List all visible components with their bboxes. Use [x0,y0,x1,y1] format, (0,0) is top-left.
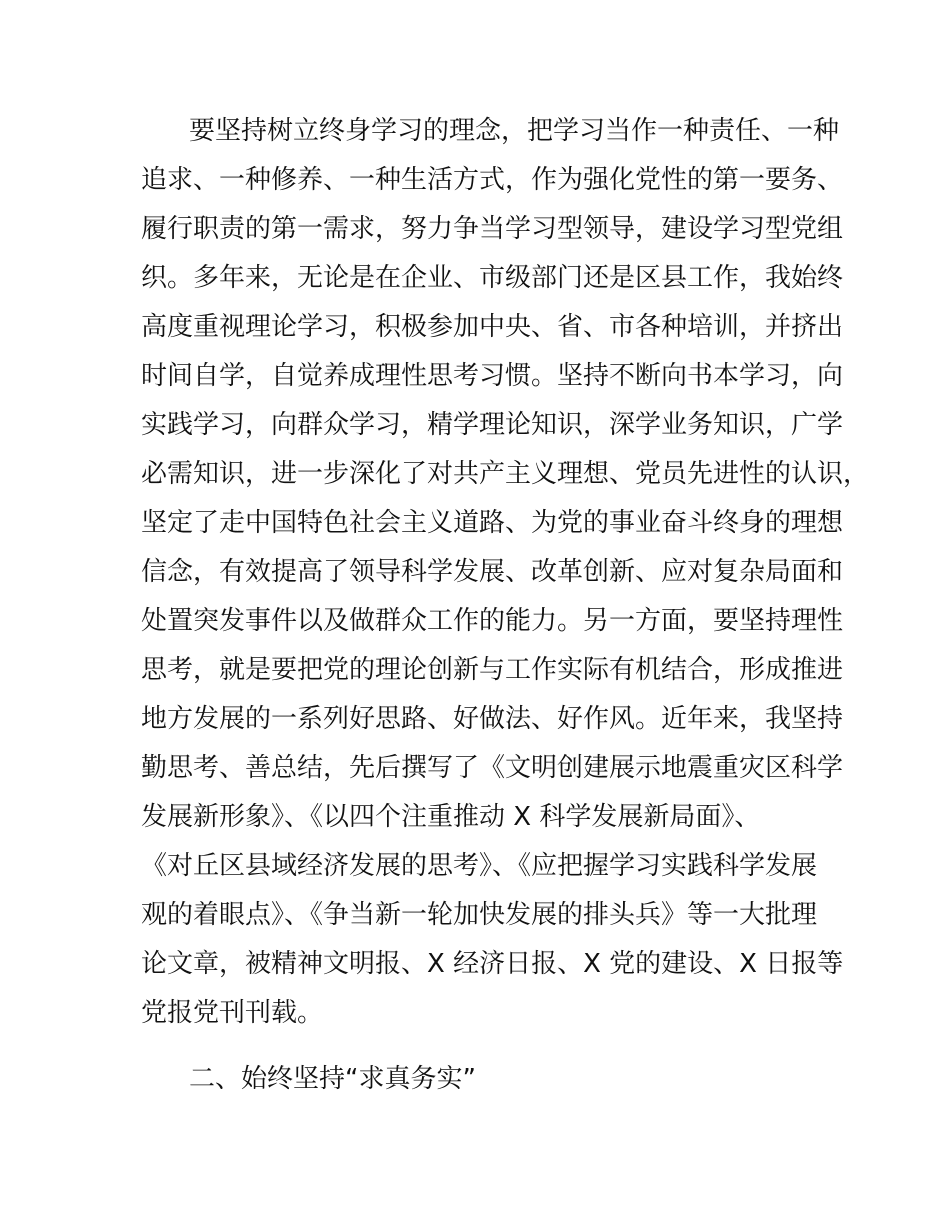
paragraph-line: 坚定了走中国特色社会主义道路、为党的事业奋斗终身的理想 [141,508,844,538]
body-paragraph [141,107,870,1038]
paragraph-line: 思考，就是要把党的理论创新与工作实际有机结合，形成推进 [141,655,844,685]
paragraph-line: 处置突发事件以及做群众工作的能力。另一方面，要坚持理性 [141,606,844,636]
paragraph-line: 信念，有效提高了领导科学发展、改革创新、应对复杂局面和 [141,557,844,587]
paragraph-line: 履行职责的第一需求，努力争当学习型领导，建设学习型党组 [141,214,844,244]
paragraph-line: 观的着眼点》、《争当新一轮加快发展的排头兵》等一大批理 [141,900,818,930]
paragraph-line: 勤思考、善总结，先后撰写了《文明创建展示地震重灾区科学 [141,753,844,783]
paragraph-line: 地方发展的一系列好思路、好做法、好作风。近年来，我坚持 [141,704,844,734]
paragraph-line: 要坚持树立终身学习的理念，把学习当作一种责任、一种 [189,116,840,146]
paragraph-line: 高度重视理论学习，积极参加中央、省、市各种培训，并挤出 [141,312,844,342]
section-heading: 二、始终坚持“求真务实” [189,1064,476,1094]
paragraph-line: 织。多年来，无论是在企业、市级部门还是区县工作，我始终 [141,263,844,293]
paragraph-line: 追求、一种修养、一种生活方式，作为强化党性的第一要务、 [141,165,844,195]
paragraph-line: 《对丘区县域经济发展的思考》、《应把握学习实践科学发展 [141,851,818,881]
paragraph-line: 必需知识，进一步深化了对共产主义理想、党员先进性的认识， [141,459,870,489]
paragraph-line: 发展新形象》、《以四个注重推动 X 科学发展新局面》、 [141,802,761,832]
paragraph-line: 党报党刊刊载。 [141,998,324,1028]
paragraph-line: 论文章，被精神文明报、X 经济日报、X 党的建设、X 日报等 [141,949,844,979]
paragraph-line: 时间自学，自觉养成理性思考习惯。坚持不断向书本学习，向 [141,361,844,391]
paragraph-line: 实践学习，向群众学习，精学理论知识，深学业务知识，广学 [141,410,844,440]
